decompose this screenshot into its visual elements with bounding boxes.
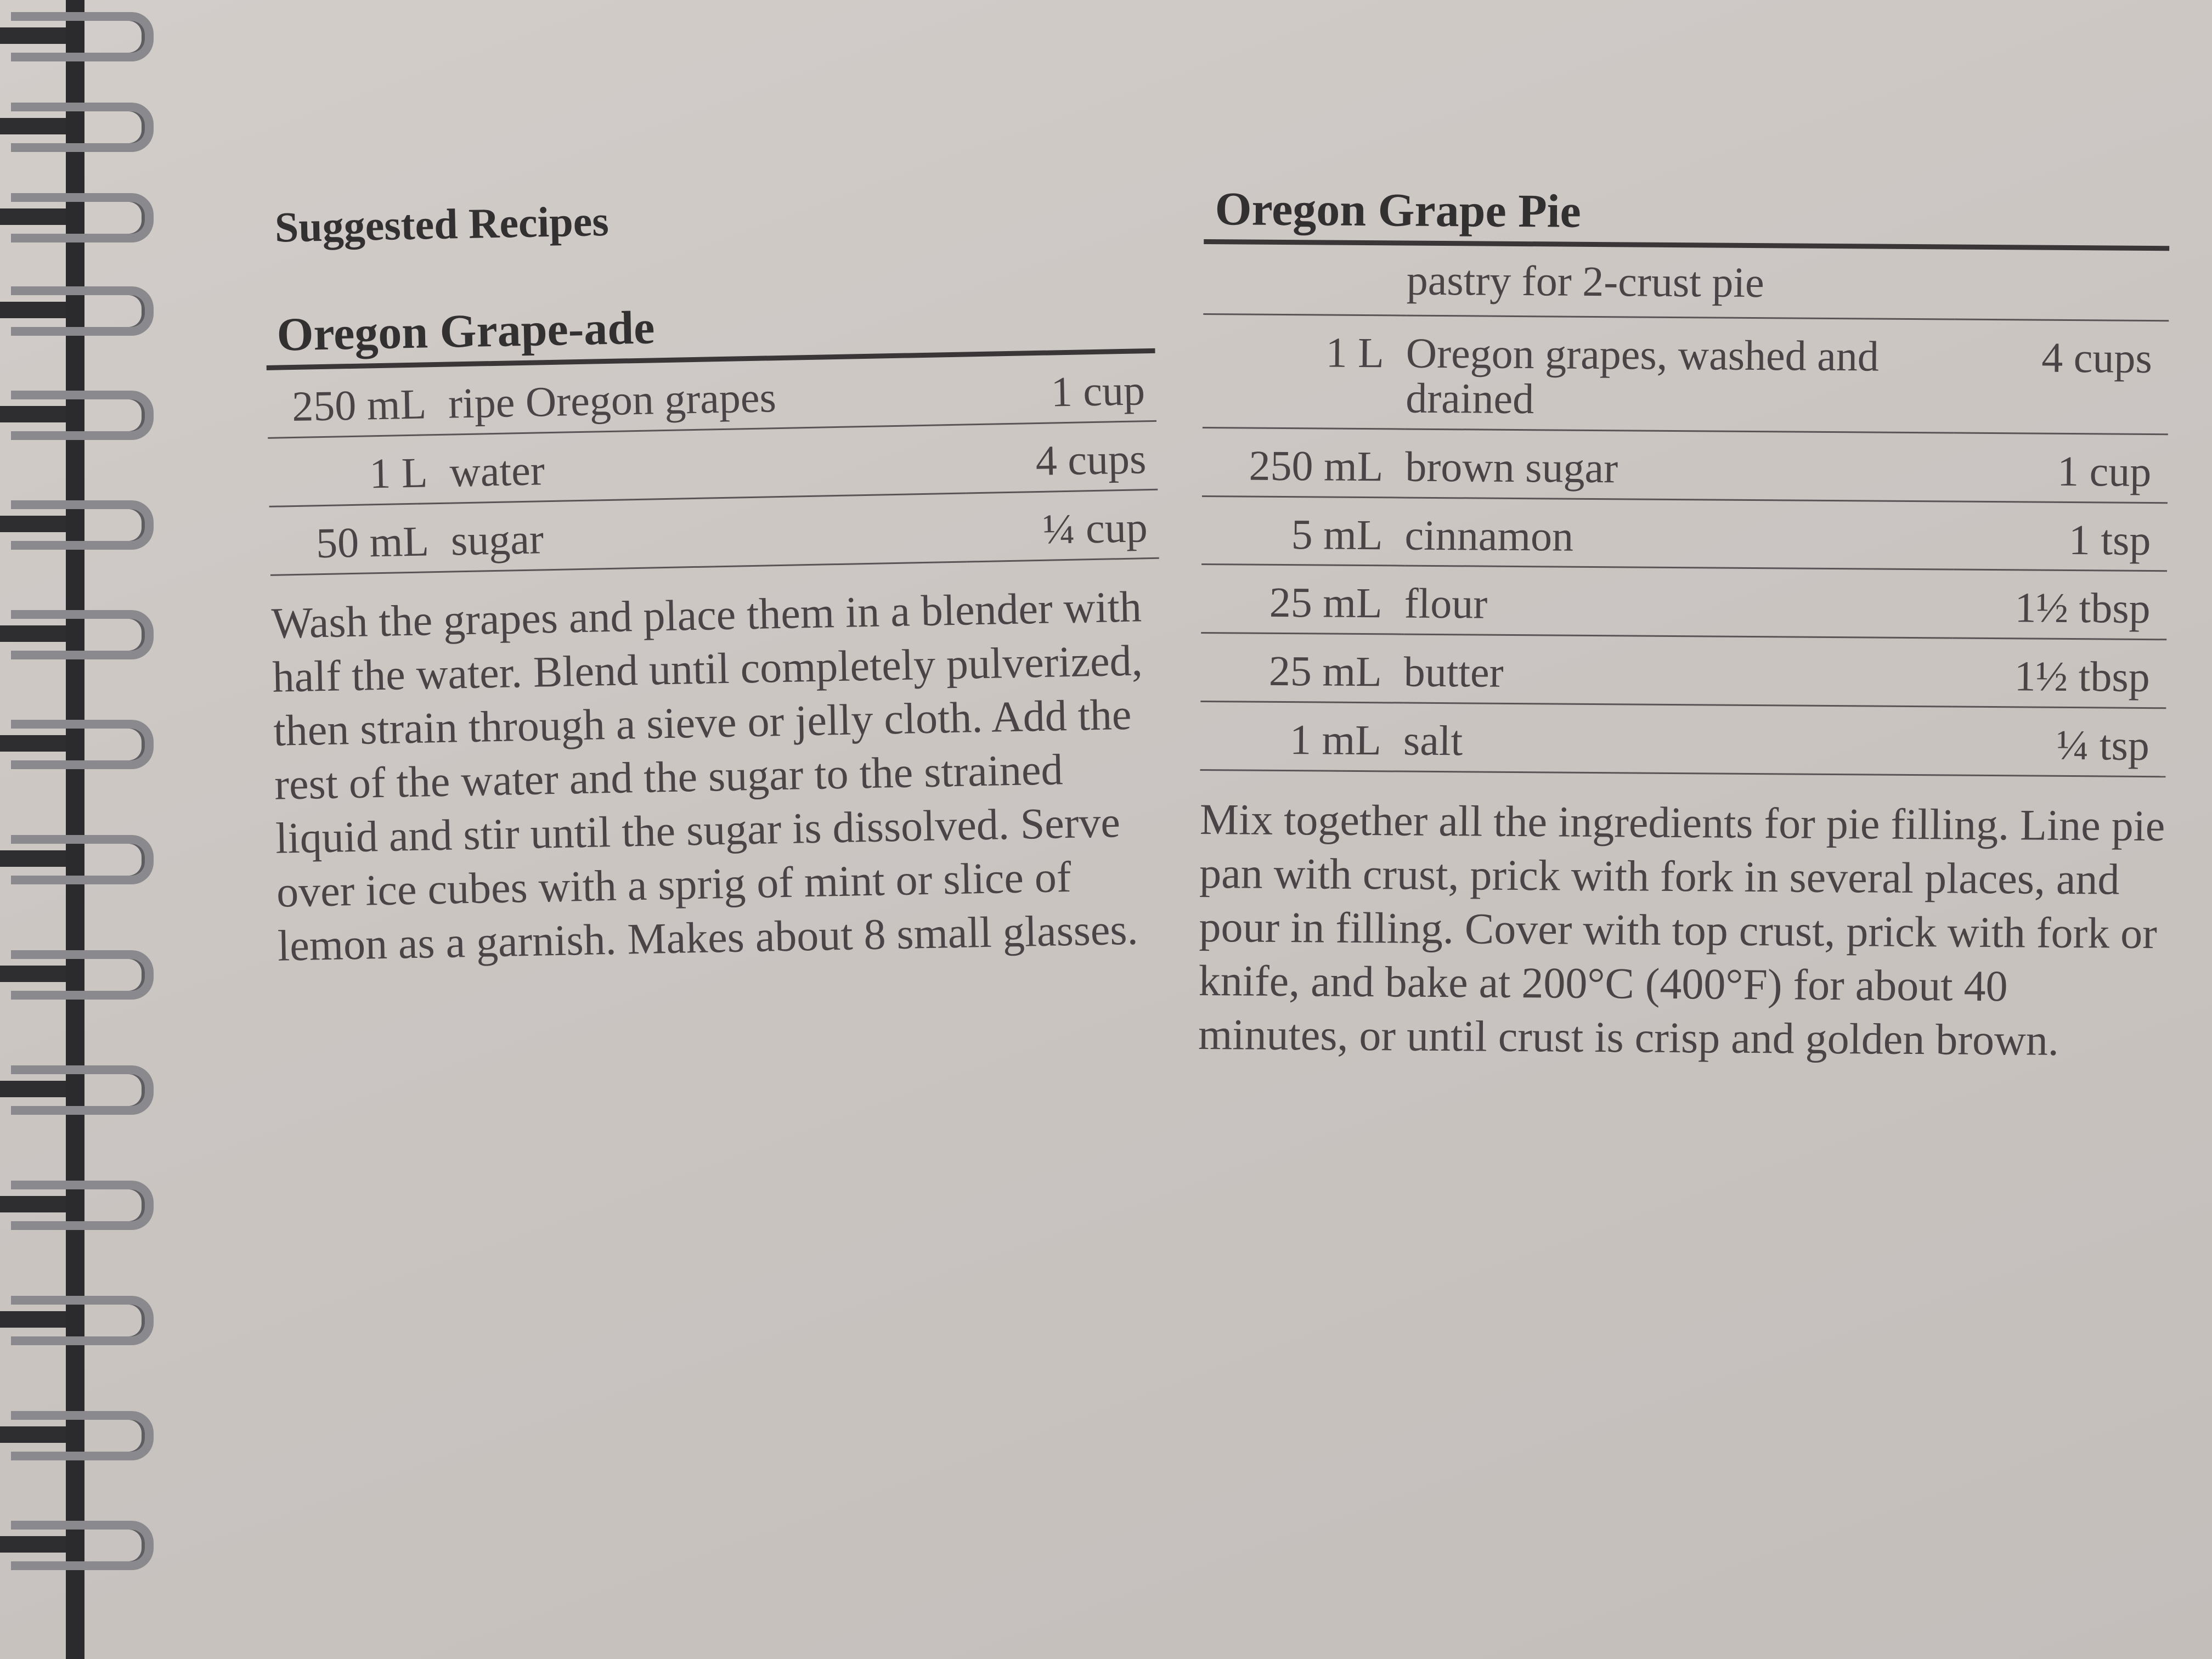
ingredient-row [1200,633,2166,708]
ingredient-metric: 25 mL [1201,565,1404,634]
ingredient-imperial: 1 cup [963,353,1156,425]
binding-coil [0,5,156,71]
ingredient-metric: 25 mL [1200,633,1404,703]
ingredient-imperial: 1 tsp [1953,501,2168,572]
ingredient-imperial: 1½ tbsp [1953,570,2167,640]
ingredient-name: cinnamon [1404,498,1954,570]
ingredient-name: brown sugar [1405,429,1954,501]
ingredient-row [1201,496,2168,571]
binding-coil [0,1174,156,1240]
binding-coil [0,280,156,346]
pastry-text: pastry for 2-crust pie [1406,246,2169,321]
pie-title: Oregon Grape Pie [1204,181,2170,251]
grapeade-method: Wash the grapes and place them in a blender with half the water. Blend until completely pulverized, then strain through a sieve or jelly cloth. Add the rest of the water and the sugar to the strained liquid and stir until the sugar is dissolved. Serve over ice cubes with a sprig of mint or slice of lemon as a garnish. Makes about 8 small glasses. [270,583,1143,970]
ingredient-metric: 250 mL [1202,427,1406,497]
ingredient-name: butter [1403,634,1953,707]
binding-coil [0,713,156,779]
ingredient-row [1203,314,2169,434]
ingredient-name: water [449,425,966,503]
binding-coil [0,187,156,252]
binding-coil [0,1404,156,1470]
ingredient-imperial: ¼ tsp [1951,707,2166,777]
binding-coil [0,1289,156,1355]
ingredient-name: flour [1404,566,1953,639]
binding-coil [0,944,156,1009]
ingredient-imperial: 4 cups [964,421,1158,493]
ingredient-metric: 1 mL [1200,702,1404,771]
ingredient-row [1202,427,2168,503]
ingredient-row [1201,565,2167,640]
spiral-binding [0,0,165,1659]
ingredient-imperial: 1 cup [1954,433,2168,503]
ingredient-imperial: 4 cups [1954,319,2169,434]
ingredient-name: ripe Oregon grapes [448,357,964,435]
pastry-metric-empty [1203,244,1407,315]
binding-coil [0,384,156,450]
grapeade-column [263,186,1167,973]
ingredient-metric: 250 mL [267,367,449,438]
ingredient-imperial: ¼ cup [966,489,1159,562]
binding-coil [0,96,156,162]
ingredient-metric: 50 mL [269,503,452,575]
ingredient-metric: 1 L [1203,314,1406,428]
ingredient-name: sugar [450,493,967,572]
binding-coil [0,1059,156,1125]
grapeade-title: Oregon Grape-ade [266,290,1155,370]
ingredient-imperial: 1½ tbsp [1952,638,2166,708]
binding-coil [0,1514,156,1580]
binding-coil [0,603,156,669]
ingredient-metric: 5 mL [1201,496,1405,566]
binding-coil [0,494,156,560]
ingredient-row [1200,702,2166,777]
grapeade-ingredients-table [267,353,1159,576]
pastry-row [1203,244,2169,321]
ingredient-metric: 1 L [268,435,450,506]
ingredient-name: salt [1403,703,1952,775]
binding-coil [0,828,156,894]
pie-column [1198,181,2170,1068]
pie-method: Mix together all the ingredients for pie filling. Line pie pan with crust, prick with fork in several places, and pour in filling. Cover with top crust, prick with fork or knife, and bake at 200°C (400°F) for about 40 minutes, or until crust is crisp and golden brown. [1198,795,2165,1065]
pie-ingredients-table [1200,244,2169,777]
section-heading: Suggested Recipes [274,196,610,251]
ingredient-name: Oregon grapes, washed and drained [1406,315,1955,433]
